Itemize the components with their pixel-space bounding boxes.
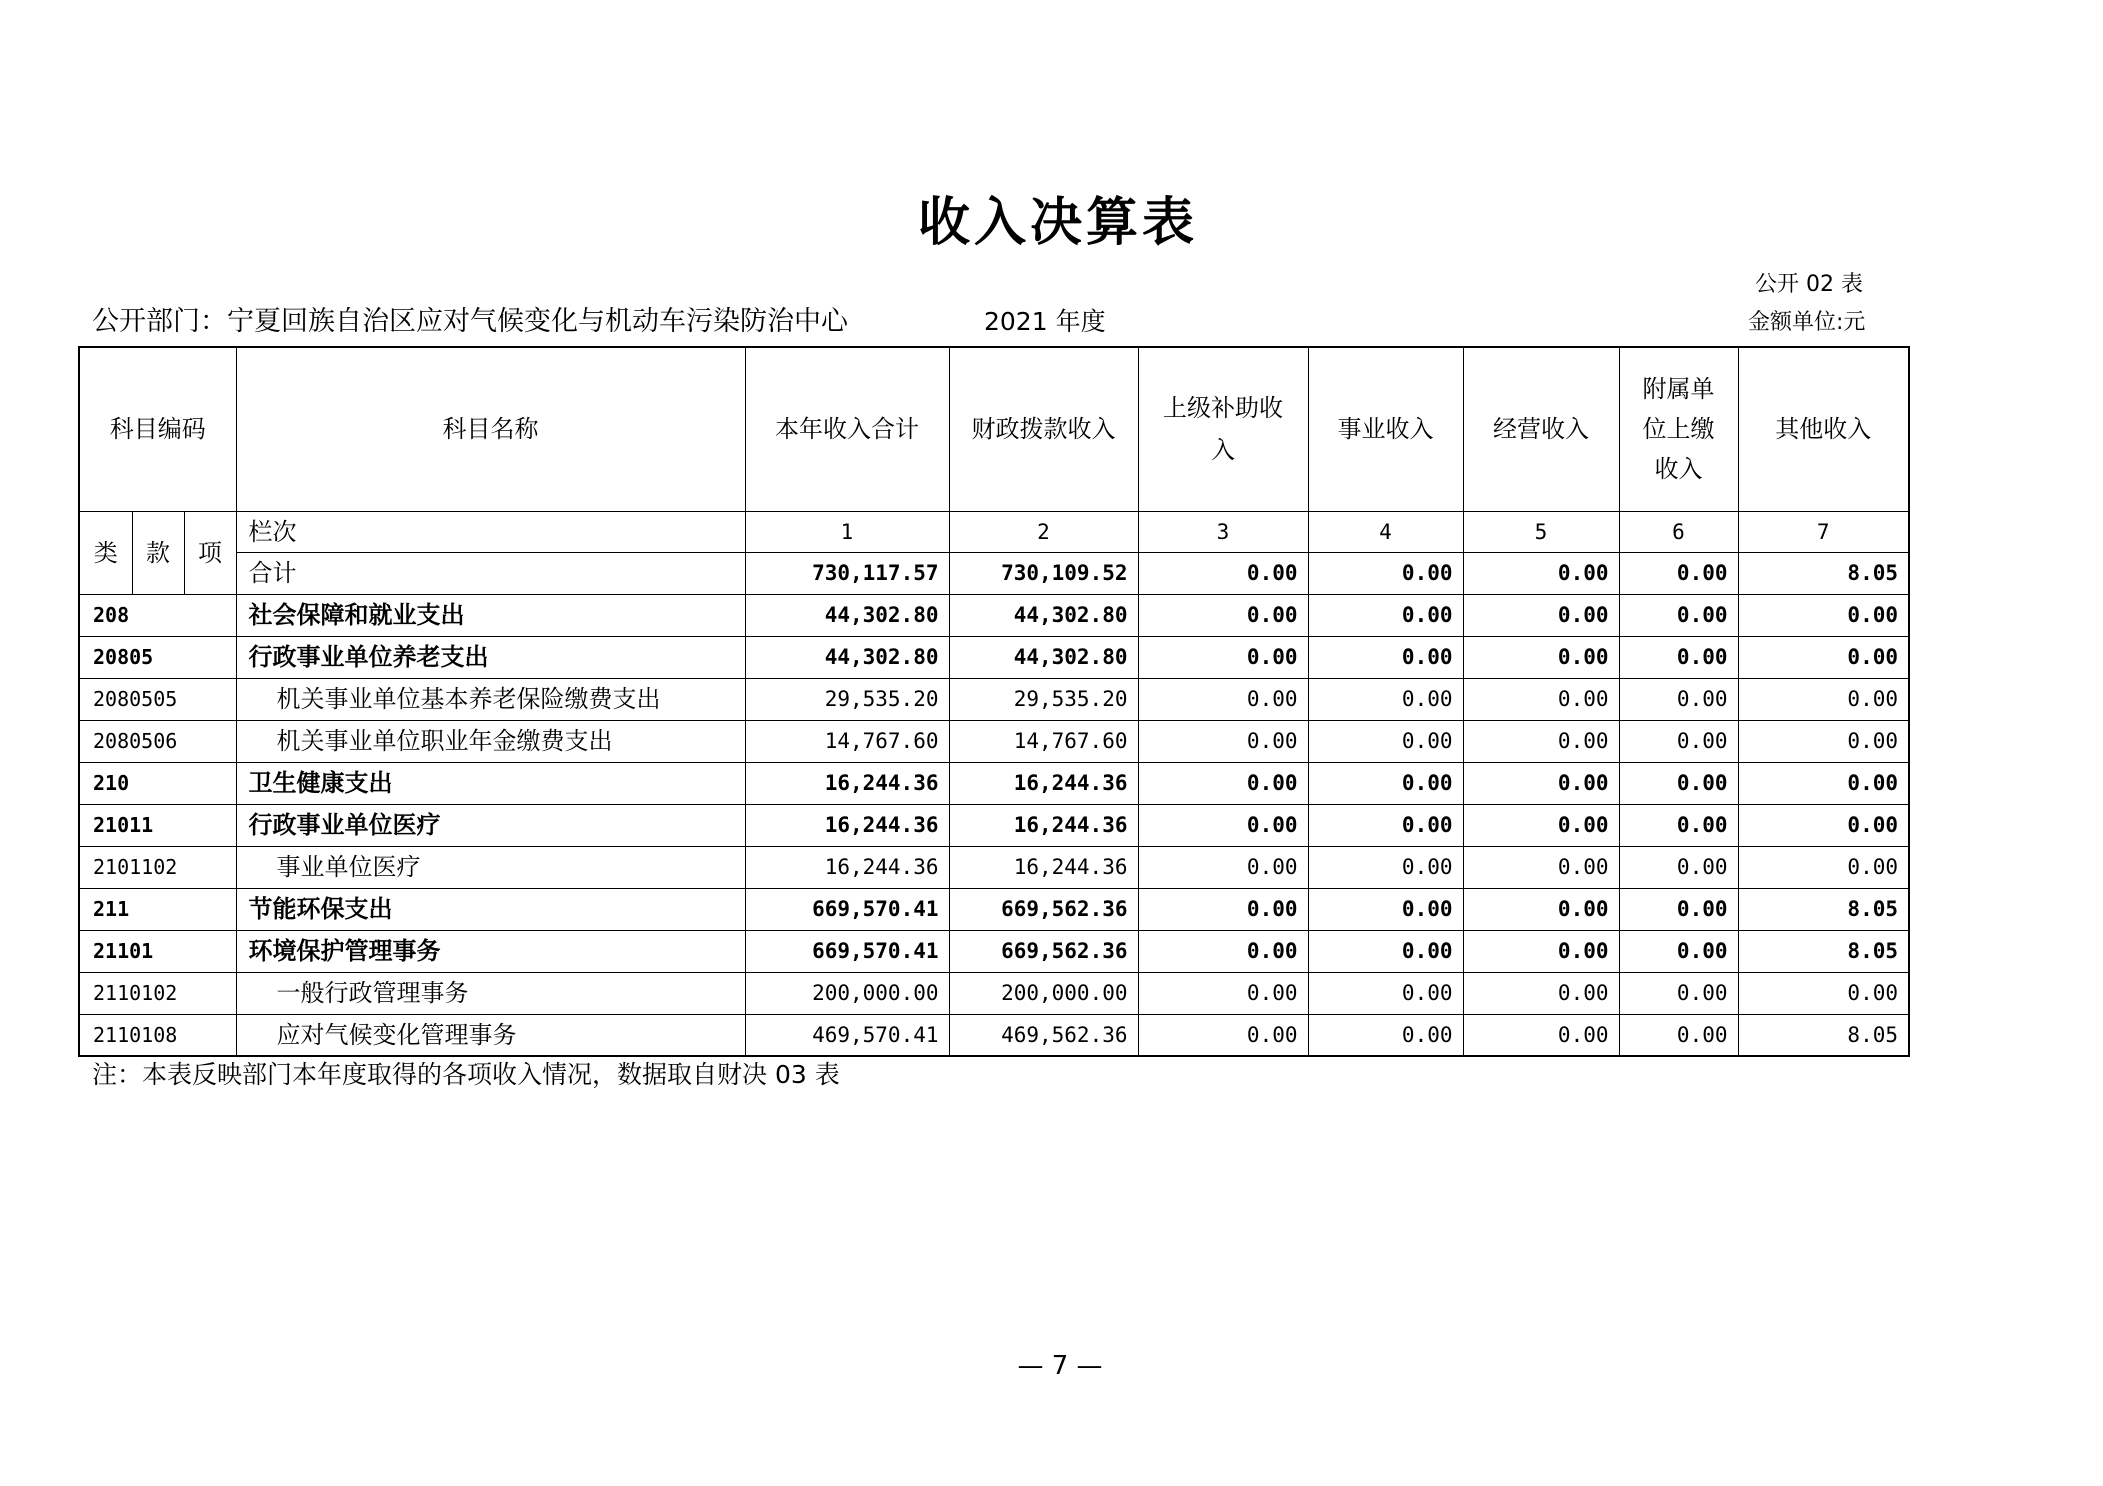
- cell-subordinate-remittance: 0.00: [1619, 846, 1738, 888]
- cell-other-income: 8.05: [1738, 1014, 1909, 1056]
- cell-other-income: 0.00: [1738, 594, 1909, 636]
- cell-business-income: 0.00: [1308, 804, 1463, 846]
- cell-subordinate-remittance: 0.00: [1619, 804, 1738, 846]
- table-note: 注：本表反映部门本年度取得的各项收入情况，数据取自财决 03 表: [92, 1060, 840, 1089]
- cell-name: 行政事业单位养老支出: [236, 636, 745, 678]
- table-row: [79, 972, 1909, 1014]
- cell-operating-income: 0.00: [1463, 1014, 1619, 1056]
- header-class: 类: [79, 511, 132, 594]
- column-index: 5: [1463, 511, 1619, 552]
- header-total-income: 本年收入合计: [745, 347, 949, 511]
- total-fiscal-allocation: 730,109.52: [949, 552, 1138, 594]
- cell-business-income: 0.00: [1308, 720, 1463, 762]
- table-row: [79, 594, 1909, 636]
- cell-fiscal-allocation: 16,244.36: [949, 846, 1138, 888]
- cell-total-income: 669,570.41: [745, 930, 949, 972]
- cell-superior-subsidy: 0.00: [1138, 804, 1308, 846]
- cell-superior-subsidy: 0.00: [1138, 930, 1308, 972]
- cell-subordinate-remittance: 0.00: [1619, 972, 1738, 1014]
- cell-subordinate-remittance: 0.00: [1619, 1014, 1738, 1056]
- cell-fiscal-allocation: 29,535.20: [949, 678, 1138, 720]
- cell-subordinate-remittance: 0.00: [1619, 888, 1738, 930]
- cell-subordinate-remittance: 0.00: [1619, 594, 1738, 636]
- column-index-row: [79, 511, 1909, 552]
- header-subordinate-remittance: [1619, 347, 1738, 511]
- column-index: 3: [1138, 511, 1308, 552]
- cell-superior-subsidy: 0.00: [1138, 594, 1308, 636]
- cell-fiscal-allocation: 16,244.36: [949, 762, 1138, 804]
- cell-code: 2110108: [79, 1014, 236, 1056]
- cell-fiscal-allocation: 44,302.80: [949, 594, 1138, 636]
- cell-superior-subsidy: 0.00: [1138, 678, 1308, 720]
- cell-other-income: 8.05: [1738, 888, 1909, 930]
- column-index: 6: [1619, 511, 1738, 552]
- cell-operating-income: 0.00: [1463, 594, 1619, 636]
- column-index: 1: [745, 511, 949, 552]
- income-statement-table: [78, 346, 1910, 1057]
- cell-other-income: 8.05: [1738, 930, 1909, 972]
- cell-name: 环境保护管理事务: [236, 930, 745, 972]
- cell-superior-subsidy: 0.00: [1138, 846, 1308, 888]
- total-operating-income: 0.00: [1463, 552, 1619, 594]
- table-row: [79, 678, 1909, 720]
- table-row: [79, 804, 1909, 846]
- header-fiscal-allocation: 财政拨款收入: [949, 347, 1138, 511]
- cell-code: 2110102: [79, 972, 236, 1014]
- cell-other-income: 0.00: [1738, 972, 1909, 1014]
- cell-total-income: 44,302.80: [745, 636, 949, 678]
- total-subordinate-remittance: 0.00: [1619, 552, 1738, 594]
- cell-code: 208: [79, 594, 236, 636]
- table-row: [79, 636, 1909, 678]
- cell-total-income: 16,244.36: [745, 762, 949, 804]
- cell-subordinate-remittance: 0.00: [1619, 720, 1738, 762]
- cell-fiscal-allocation: 14,767.60: [949, 720, 1138, 762]
- cell-name: 节能环保支出: [236, 888, 745, 930]
- cell-business-income: 0.00: [1308, 888, 1463, 930]
- table-body: [79, 594, 1909, 1056]
- header-subordinate-remittance-label: 附属单位上缴收入: [1642, 375, 1715, 484]
- table-row: [79, 888, 1909, 930]
- cell-superior-subsidy: 0.00: [1138, 972, 1308, 1014]
- cell-operating-income: 0.00: [1463, 972, 1619, 1014]
- cell-total-income: 200,000.00: [745, 972, 949, 1014]
- cell-name: 机关事业单位职业年金缴费支出: [236, 720, 745, 762]
- cell-other-income: 0.00: [1738, 762, 1909, 804]
- cell-fiscal-allocation: 44,302.80: [949, 636, 1138, 678]
- page-number: — 7 —: [1017, 1351, 1103, 1381]
- table-row: [79, 762, 1909, 804]
- header-operating-income: 经营收入: [1463, 347, 1619, 511]
- cell-fiscal-allocation: 16,244.36: [949, 804, 1138, 846]
- cell-other-income: 0.00: [1738, 678, 1909, 720]
- amount-unit: 金额单位:元: [1748, 310, 1866, 335]
- cell-total-income: 29,535.20: [745, 678, 949, 720]
- cell-fiscal-allocation: 469,562.36: [949, 1014, 1138, 1056]
- cell-subordinate-remittance: 0.00: [1619, 930, 1738, 972]
- cell-operating-income: 0.00: [1463, 678, 1619, 720]
- cell-total-income: 14,767.60: [745, 720, 949, 762]
- cell-total-income: 16,244.36: [745, 804, 949, 846]
- page-title: 收入决算表: [917, 192, 1198, 253]
- cell-fiscal-allocation: 200,000.00: [949, 972, 1138, 1014]
- fiscal-year: 2021 年度: [984, 307, 1106, 336]
- table-row: [79, 930, 1909, 972]
- header-code: 科目编码: [79, 347, 236, 511]
- total-total-income: 730,117.57: [745, 552, 949, 594]
- cell-subordinate-remittance: 0.00: [1619, 678, 1738, 720]
- cell-name: 应对气候变化管理事务: [236, 1014, 745, 1056]
- cell-business-income: 0.00: [1308, 972, 1463, 1014]
- cell-operating-income: 0.00: [1463, 720, 1619, 762]
- cell-operating-income: 0.00: [1463, 846, 1619, 888]
- total-other-income: 8.05: [1738, 552, 1909, 594]
- cell-superior-subsidy: 0.00: [1138, 636, 1308, 678]
- cell-name: 卫生健康支出: [236, 762, 745, 804]
- cell-name: 社会保障和就业支出: [236, 594, 745, 636]
- cell-business-income: 0.00: [1308, 594, 1463, 636]
- total-label: 合计: [236, 552, 745, 594]
- cell-superior-subsidy: 0.00: [1138, 720, 1308, 762]
- cell-name: 机关事业单位基本养老保险缴费支出: [236, 678, 745, 720]
- header-superior-subsidy-label: 上级补助收入: [1162, 394, 1283, 465]
- cell-fiscal-allocation: 669,562.36: [949, 930, 1138, 972]
- header-section: 款: [132, 511, 184, 594]
- column-index: 2: [949, 511, 1138, 552]
- cell-code: 21101: [79, 930, 236, 972]
- cell-name: 事业单位医疗: [236, 846, 745, 888]
- cell-total-income: 469,570.41: [745, 1014, 949, 1056]
- cell-code: 20805: [79, 636, 236, 678]
- header-name: 科目名称: [236, 347, 745, 511]
- cell-subordinate-remittance: 0.00: [1619, 636, 1738, 678]
- header-item: 项: [184, 511, 236, 594]
- cell-business-income: 0.00: [1308, 846, 1463, 888]
- total-superior-subsidy: 0.00: [1138, 552, 1308, 594]
- cell-business-income: 0.00: [1308, 1014, 1463, 1056]
- cell-name: 行政事业单位医疗: [236, 804, 745, 846]
- cell-code: 21011: [79, 804, 236, 846]
- cell-business-income: 0.00: [1308, 678, 1463, 720]
- header-other-income: 其他收入: [1738, 347, 1909, 511]
- form-number: 公开 02 表: [1755, 272, 1863, 297]
- cell-fiscal-allocation: 669,562.36: [949, 888, 1138, 930]
- table-row: [79, 1014, 1909, 1056]
- cell-operating-income: 0.00: [1463, 804, 1619, 846]
- cell-operating-income: 0.00: [1463, 888, 1619, 930]
- cell-business-income: 0.00: [1308, 636, 1463, 678]
- column-index: 4: [1308, 511, 1463, 552]
- cell-name: 一般行政管理事务: [236, 972, 745, 1014]
- cell-code: 211: [79, 888, 236, 930]
- cell-other-income: 0.00: [1738, 636, 1909, 678]
- column-index: 7: [1738, 511, 1909, 552]
- total-row: [79, 552, 1909, 594]
- cell-other-income: 0.00: [1738, 804, 1909, 846]
- cell-superior-subsidy: 0.00: [1138, 1014, 1308, 1056]
- cell-superior-subsidy: 0.00: [1138, 762, 1308, 804]
- header-business-income: 事业收入: [1308, 347, 1463, 511]
- cell-total-income: 16,244.36: [745, 846, 949, 888]
- column-index-label: 栏次: [236, 511, 745, 552]
- table-row: [79, 720, 1909, 762]
- cell-business-income: 0.00: [1308, 762, 1463, 804]
- cell-code: 210: [79, 762, 236, 804]
- header-row: [79, 347, 1909, 511]
- cell-business-income: 0.00: [1308, 930, 1463, 972]
- table-row: [79, 846, 1909, 888]
- cell-operating-income: 0.00: [1463, 762, 1619, 804]
- cell-code: 2101102: [79, 846, 236, 888]
- header-superior-subsidy: [1138, 347, 1308, 511]
- cell-superior-subsidy: 0.00: [1138, 888, 1308, 930]
- cell-operating-income: 0.00: [1463, 636, 1619, 678]
- cell-total-income: 669,570.41: [745, 888, 949, 930]
- cell-other-income: 0.00: [1738, 846, 1909, 888]
- cell-total-income: 44,302.80: [745, 594, 949, 636]
- cell-code: 2080505: [79, 678, 236, 720]
- cell-other-income: 0.00: [1738, 720, 1909, 762]
- cell-subordinate-remittance: 0.00: [1619, 762, 1738, 804]
- cell-operating-income: 0.00: [1463, 930, 1619, 972]
- department-label: 公开部门：宁夏回族自治区应对气候变化与机动车污染防治中心: [92, 306, 848, 337]
- cell-code: 2080506: [79, 720, 236, 762]
- total-business-income: 0.00: [1308, 552, 1463, 594]
